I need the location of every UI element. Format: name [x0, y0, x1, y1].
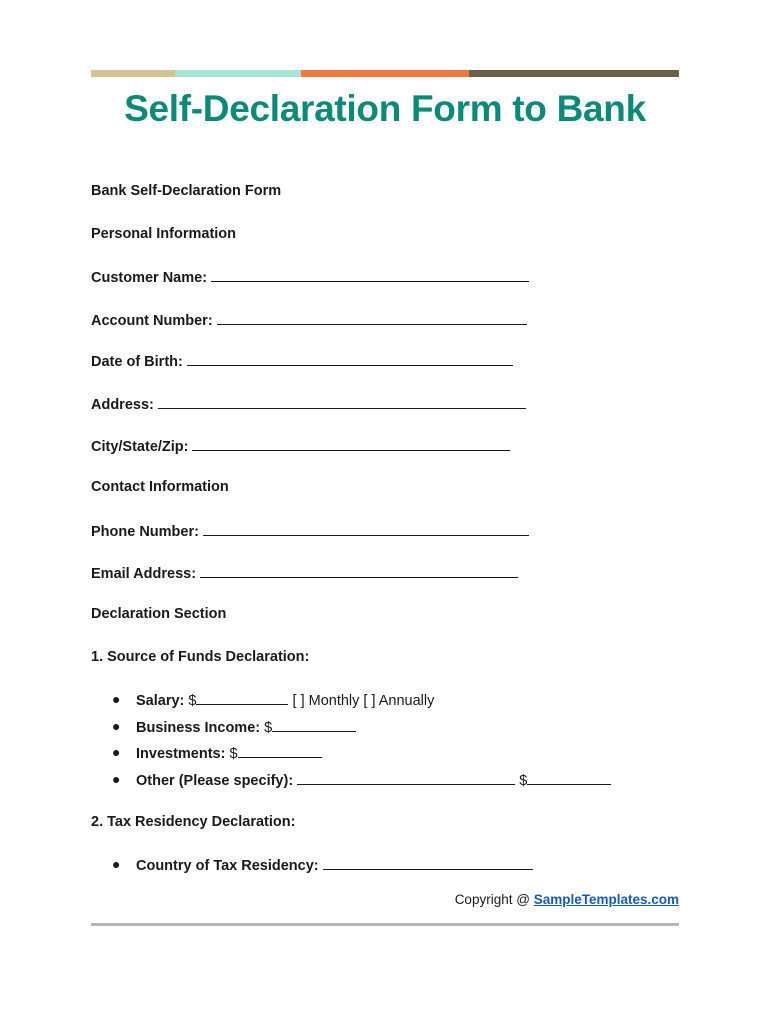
- address-field[interactable]: [158, 394, 526, 409]
- salary-field[interactable]: [196, 690, 288, 705]
- footer-divider: [91, 923, 679, 926]
- form-title: Bank Self-Declaration Form: [91, 183, 282, 199]
- address-row: [91, 394, 526, 414]
- email-row: [91, 563, 518, 583]
- section-declaration: Declaration Section: [91, 606, 227, 622]
- copyright-link[interactable]: SampleTemplates.com: [533, 892, 679, 907]
- country-tax-residency-field[interactable]: [323, 855, 533, 870]
- customer-name-field[interactable]: [211, 267, 529, 282]
- account-number-label: Account Number:: [91, 313, 213, 329]
- list-item-country-tax-residency: [112, 855, 533, 882]
- bullet-icon: ●: [112, 856, 121, 872]
- business-income-label: Business Income:: [136, 719, 261, 736]
- funds-heading: 1. Source of Funds Declaration:: [91, 649, 310, 665]
- country-tax-residency-label: Country of Tax Residency:: [136, 858, 319, 874]
- tax-heading: 2. Tax Residency Declaration:: [91, 814, 296, 830]
- list-item-business-income: [112, 717, 611, 744]
- salary-label: Salary:: [136, 693, 185, 709]
- city-row: [91, 436, 510, 456]
- copyright-text: Copyright @: [454, 892, 530, 907]
- email-label: Email Address:: [91, 566, 197, 582]
- other-specify-field[interactable]: [297, 770, 515, 785]
- section-personal-info: Personal Information: [91, 226, 237, 242]
- bullet-icon: ●: [112, 717, 121, 734]
- account-number-field[interactable]: [217, 310, 527, 325]
- bullet-icon: ●: [112, 770, 121, 787]
- other-prefix: $: [519, 772, 528, 789]
- investments-field[interactable]: [238, 743, 322, 758]
- business-income-prefix: $: [264, 719, 273, 736]
- business-income-field[interactable]: [272, 717, 356, 732]
- tax-list: [112, 855, 533, 882]
- city-field[interactable]: [192, 436, 510, 451]
- bullet-icon: ●: [112, 691, 121, 707]
- page-title: Self-Declaration Form to Bank: [124, 88, 646, 129]
- other-amount-field[interactable]: [527, 770, 611, 785]
- salary-prefix: $: [188, 693, 197, 709]
- color-bar-segment-2: [175, 70, 301, 77]
- section-contact-info: Contact Information: [91, 479, 229, 495]
- investments-prefix: $: [229, 746, 238, 762]
- dob-field[interactable]: [187, 351, 513, 366]
- other-label: Other (Please specify):: [136, 772, 294, 789]
- salary-frequency-options[interactable]: [ ] Monthly [ ] Annually: [292, 693, 435, 709]
- list-item-other: [112, 770, 611, 797]
- account-number-row: [91, 310, 527, 330]
- customer-name-label: Customer Name:: [91, 270, 208, 286]
- dob-row: [91, 351, 513, 371]
- funds-list: [112, 690, 611, 796]
- list-item-salary: [112, 690, 611, 717]
- customer-name-row: [91, 267, 529, 287]
- email-field[interactable]: [200, 563, 518, 578]
- header-color-bar: [91, 70, 679, 77]
- color-bar-segment-1: [91, 70, 175, 77]
- color-bar-segment-3: [301, 70, 469, 77]
- address-label: Address:: [91, 397, 154, 413]
- copyright: [455, 892, 679, 907]
- color-bar-segment-4: [469, 70, 679, 77]
- phone-label: Phone Number:: [91, 524, 199, 540]
- phone-field[interactable]: [203, 521, 529, 536]
- investments-label: Investments:: [136, 746, 226, 762]
- list-item-investments: [112, 743, 611, 770]
- dob-label: Date of Birth:: [91, 354, 183, 370]
- bullet-icon: ●: [112, 744, 121, 760]
- phone-row: [91, 521, 529, 541]
- city-label: City/State/Zip:: [91, 439, 189, 455]
